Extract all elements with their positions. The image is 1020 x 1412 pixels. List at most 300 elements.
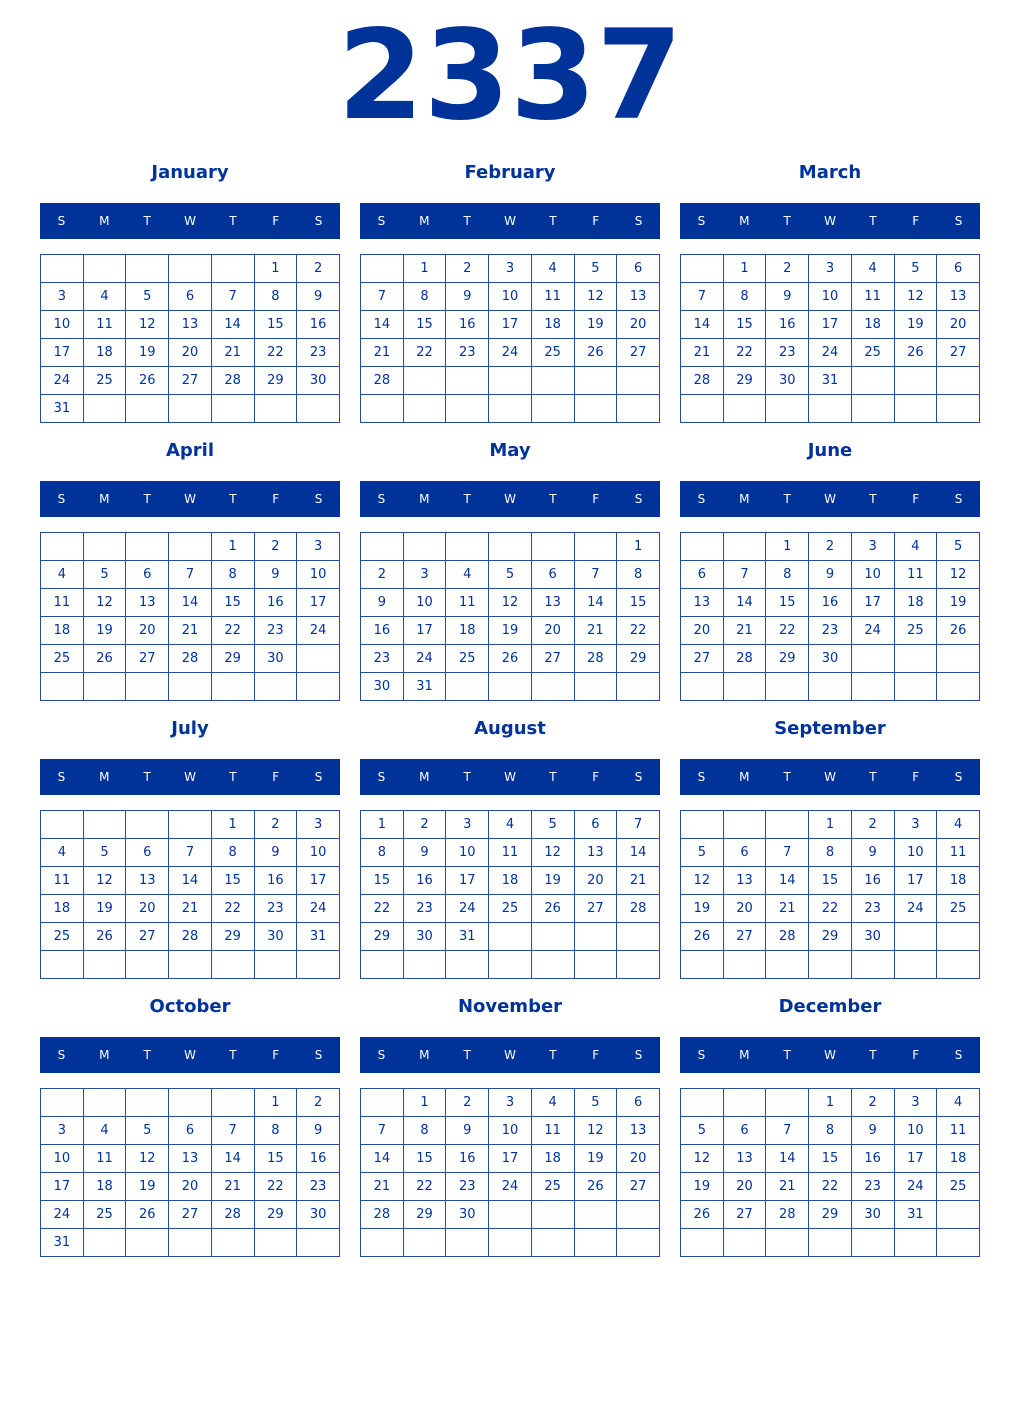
weekday-label: T	[229, 214, 237, 228]
day-cell: 27	[681, 645, 724, 673]
day-cell	[894, 951, 937, 979]
weekday-label: T	[229, 492, 237, 506]
day-cell	[489, 533, 532, 561]
day-cell	[169, 395, 212, 423]
day-cell: 13	[126, 867, 169, 895]
weekday-label: S	[697, 770, 706, 784]
day-cell	[361, 951, 404, 979]
day-cell	[531, 533, 574, 561]
month-name: February	[464, 162, 556, 183]
week-row	[361, 311, 660, 339]
day-cell	[403, 951, 446, 979]
day-cell: 18	[446, 617, 489, 645]
day-cell: 28	[169, 645, 212, 673]
day-cell: 26	[126, 1201, 169, 1229]
week-row	[681, 1201, 980, 1229]
day-cell: 13	[531, 589, 574, 617]
day-cell: 8	[617, 561, 660, 589]
day-cell: 27	[126, 923, 169, 951]
day-cell	[531, 1229, 574, 1257]
day-cell: 14	[574, 589, 617, 617]
day-cell: 30	[254, 923, 297, 951]
day-grid	[40, 1088, 340, 1257]
day-cell	[41, 533, 84, 561]
day-cell	[169, 811, 212, 839]
day-cell: 18	[937, 867, 980, 895]
weekday-label: W	[184, 492, 196, 506]
day-cell: 18	[41, 895, 84, 923]
day-cell	[83, 951, 126, 979]
weekday-label: M	[739, 214, 750, 228]
day-cell: 18	[531, 1145, 574, 1173]
day-cell: 22	[766, 617, 809, 645]
day-cell	[531, 367, 574, 395]
day-cell: 16	[766, 311, 809, 339]
day-cell: 1	[809, 811, 852, 839]
day-cell	[894, 1229, 937, 1257]
day-cell: 28	[211, 1201, 254, 1229]
day-cell: 8	[766, 561, 809, 589]
day-cell: 5	[681, 1117, 724, 1145]
weekday-label: S	[377, 770, 386, 784]
week-row	[41, 367, 340, 395]
day-cell: 8	[723, 283, 766, 311]
weekday-label: T	[463, 1048, 471, 1062]
month-name: November	[457, 996, 563, 1017]
day-cell: 13	[126, 589, 169, 617]
weekday-label: S	[634, 1048, 643, 1062]
day-cell: 1	[211, 533, 254, 561]
day-cell	[446, 673, 489, 701]
weekday-header	[40, 1037, 340, 1073]
week-row	[361, 673, 660, 701]
day-cell	[766, 811, 809, 839]
day-cell: 6	[723, 839, 766, 867]
day-cell: 18	[83, 1173, 126, 1201]
day-cell	[489, 395, 532, 423]
day-cell: 28	[617, 895, 660, 923]
day-cell	[809, 1229, 852, 1257]
day-cell: 25	[41, 645, 84, 673]
weekday-label: F	[592, 492, 600, 506]
day-cell: 6	[681, 561, 724, 589]
day-cell	[489, 367, 532, 395]
day-cell	[211, 255, 254, 283]
day-cell: 20	[169, 1173, 212, 1201]
day-cell: 6	[937, 255, 980, 283]
day-grid	[680, 532, 980, 701]
day-cell	[723, 951, 766, 979]
day-cell	[446, 395, 489, 423]
day-cell: 13	[681, 589, 724, 617]
day-cell	[169, 255, 212, 283]
day-cell: 13	[169, 311, 212, 339]
day-cell: 2	[361, 561, 404, 589]
day-cell: 30	[297, 1201, 340, 1229]
day-cell: 12	[489, 589, 532, 617]
week-row	[681, 1173, 980, 1201]
day-cell	[446, 1229, 489, 1257]
week-row	[41, 533, 340, 561]
weekday-label: M	[99, 492, 110, 506]
day-cell: 18	[83, 339, 126, 367]
day-cell: 22	[361, 895, 404, 923]
weekday-label: T	[143, 770, 151, 784]
day-cell: 14	[766, 867, 809, 895]
day-cell: 19	[489, 617, 532, 645]
day-cell: 29	[254, 367, 297, 395]
weekday-label: S	[954, 1048, 963, 1062]
day-cell: 11	[41, 589, 84, 617]
week-row	[361, 589, 660, 617]
weekday-label: T	[869, 492, 877, 506]
weekday-label: F	[912, 770, 920, 784]
day-cell: 27	[723, 923, 766, 951]
day-cell	[723, 395, 766, 423]
weekday-label: W	[824, 770, 836, 784]
week-row	[681, 951, 980, 979]
day-cell: 2	[254, 533, 297, 561]
day-cell: 16	[297, 1145, 340, 1173]
day-cell: 28	[169, 923, 212, 951]
day-cell: 29	[766, 645, 809, 673]
day-cell	[937, 1201, 980, 1229]
day-cell: 26	[531, 895, 574, 923]
day-cell: 11	[41, 867, 84, 895]
day-cell: 22	[403, 1173, 446, 1201]
day-cell	[297, 645, 340, 673]
day-cell: 23	[361, 645, 404, 673]
week-row	[361, 1145, 660, 1173]
day-cell: 19	[681, 895, 724, 923]
weekday-label: S	[57, 770, 66, 784]
day-cell: 22	[254, 339, 297, 367]
day-cell: 16	[851, 867, 894, 895]
day-cell	[403, 1229, 446, 1257]
day-cell: 30	[254, 645, 297, 673]
day-cell: 1	[403, 255, 446, 283]
day-cell: 6	[169, 1117, 212, 1145]
day-cell: 3	[894, 1089, 937, 1117]
day-cell: 15	[403, 311, 446, 339]
day-cell: 19	[83, 895, 126, 923]
week-row	[41, 951, 340, 979]
day-cell	[851, 645, 894, 673]
day-cell	[766, 951, 809, 979]
day-cell: 22	[211, 895, 254, 923]
day-cell: 25	[851, 339, 894, 367]
day-cell	[126, 1089, 169, 1117]
day-cell: 2	[809, 533, 852, 561]
day-cell: 24	[297, 895, 340, 923]
day-cell: 4	[83, 1117, 126, 1145]
day-cell: 21	[766, 1173, 809, 1201]
day-cell: 11	[937, 839, 980, 867]
day-cell: 19	[126, 1173, 169, 1201]
day-cell	[894, 923, 937, 951]
day-cell	[617, 395, 660, 423]
week-row	[681, 339, 980, 367]
weekday-label: F	[592, 1048, 600, 1062]
day-cell: 4	[937, 1089, 980, 1117]
day-cell: 8	[254, 1117, 297, 1145]
day-cell: 23	[254, 617, 297, 645]
day-cell: 25	[937, 895, 980, 923]
day-cell	[254, 1229, 297, 1257]
day-cell: 28	[361, 1201, 404, 1229]
day-cell	[211, 1089, 254, 1117]
weekday-label: T	[463, 492, 471, 506]
week-row	[361, 1089, 660, 1117]
day-cell: 9	[297, 283, 340, 311]
day-cell: 17	[894, 1145, 937, 1173]
weekday-label: S	[697, 214, 706, 228]
day-cell: 11	[489, 839, 532, 867]
day-cell: 17	[297, 589, 340, 617]
day-cell: 7	[211, 283, 254, 311]
month-name: June	[807, 440, 853, 461]
month-name: December	[778, 996, 882, 1017]
day-cell: 3	[41, 283, 84, 311]
day-cell: 21	[169, 895, 212, 923]
day-cell: 16	[297, 311, 340, 339]
day-cell: 29	[617, 645, 660, 673]
day-cell: 17	[894, 867, 937, 895]
day-cell	[894, 645, 937, 673]
day-cell: 22	[617, 617, 660, 645]
day-cell: 20	[531, 617, 574, 645]
day-cell: 2	[446, 1089, 489, 1117]
day-cell	[681, 395, 724, 423]
day-cell: 14	[723, 589, 766, 617]
week-row	[41, 895, 340, 923]
weekday-label: T	[549, 492, 557, 506]
day-cell: 11	[83, 311, 126, 339]
month-name: March	[798, 162, 862, 183]
day-cell: 29	[211, 645, 254, 673]
day-cell: 24	[894, 1173, 937, 1201]
weekday-label: S	[634, 770, 643, 784]
month-name: April	[165, 440, 215, 461]
day-cell	[574, 1229, 617, 1257]
day-cell	[723, 1089, 766, 1117]
day-cell: 17	[403, 617, 446, 645]
day-cell: 27	[937, 339, 980, 367]
weekday-label: W	[184, 214, 196, 228]
weekday-header	[680, 759, 980, 795]
day-cell: 9	[403, 839, 446, 867]
day-cell	[681, 255, 724, 283]
weekday-label: M	[419, 1048, 430, 1062]
weekday-header	[40, 203, 340, 239]
day-cell: 17	[41, 1173, 84, 1201]
weekday-label: T	[783, 492, 791, 506]
week-row	[41, 1089, 340, 1117]
day-cell: 24	[489, 1173, 532, 1201]
weekday-label: T	[869, 214, 877, 228]
day-cell: 9	[851, 1117, 894, 1145]
weekday-label: W	[824, 1048, 836, 1062]
week-row	[41, 867, 340, 895]
day-cell: 15	[254, 311, 297, 339]
week-row	[41, 589, 340, 617]
weekday-label: W	[504, 770, 516, 784]
day-cell: 14	[617, 839, 660, 867]
day-cell: 12	[83, 867, 126, 895]
day-cell: 2	[766, 255, 809, 283]
day-cell	[126, 951, 169, 979]
day-cell: 4	[851, 255, 894, 283]
week-row	[681, 673, 980, 701]
day-cell: 21	[681, 339, 724, 367]
day-cell: 11	[531, 283, 574, 311]
day-cell	[126, 395, 169, 423]
day-cell: 2	[851, 811, 894, 839]
day-cell: 6	[723, 1117, 766, 1145]
week-row	[41, 1173, 340, 1201]
weekday-label: F	[272, 492, 280, 506]
day-cell	[83, 1229, 126, 1257]
week-row	[681, 283, 980, 311]
week-row	[681, 617, 980, 645]
day-cell: 5	[894, 255, 937, 283]
day-cell: 16	[809, 589, 852, 617]
week-row	[361, 367, 660, 395]
day-cell	[41, 255, 84, 283]
day-cell: 30	[809, 645, 852, 673]
day-cell	[254, 673, 297, 701]
month-name: September	[774, 718, 886, 739]
day-cell: 8	[211, 839, 254, 867]
day-cell: 7	[169, 561, 212, 589]
week-row	[361, 1173, 660, 1201]
day-cell: 11	[446, 589, 489, 617]
day-cell: 4	[531, 255, 574, 283]
weekday-label: F	[272, 214, 280, 228]
day-cell: 29	[809, 923, 852, 951]
day-cell	[766, 673, 809, 701]
day-cell: 27	[723, 1201, 766, 1229]
day-cell: 22	[403, 339, 446, 367]
day-cell: 15	[403, 1145, 446, 1173]
day-cell: 19	[83, 617, 126, 645]
day-cell: 20	[723, 895, 766, 923]
weekday-label: S	[57, 492, 66, 506]
weekday-label: M	[739, 492, 750, 506]
month-name: January	[151, 162, 229, 183]
day-grid	[680, 1088, 980, 1257]
day-cell: 28	[681, 367, 724, 395]
day-cell: 1	[723, 255, 766, 283]
day-cell: 19	[681, 1173, 724, 1201]
weekday-header	[40, 481, 340, 517]
day-cell	[851, 951, 894, 979]
day-cell: 16	[254, 589, 297, 617]
day-cell: 6	[617, 255, 660, 283]
day-cell: 1	[809, 1089, 852, 1117]
day-cell	[937, 645, 980, 673]
day-cell: 25	[83, 1201, 126, 1229]
week-row	[41, 255, 340, 283]
day-cell: 19	[574, 1145, 617, 1173]
day-cell: 5	[83, 561, 126, 589]
weekday-label: S	[377, 1048, 386, 1062]
week-row	[41, 617, 340, 645]
day-cell	[169, 1089, 212, 1117]
day-cell: 9	[809, 561, 852, 589]
week-row	[41, 561, 340, 589]
day-cell	[894, 395, 937, 423]
weekday-label: T	[549, 214, 557, 228]
day-cell: 3	[297, 533, 340, 561]
day-cell: 29	[211, 923, 254, 951]
day-cell: 31	[41, 395, 84, 423]
day-cell: 10	[446, 839, 489, 867]
weekday-label: S	[697, 492, 706, 506]
day-cell	[723, 1229, 766, 1257]
day-cell: 26	[574, 1173, 617, 1201]
day-cell: 25	[937, 1173, 980, 1201]
year-title: 2337	[337, 4, 683, 148]
day-grid	[40, 810, 340, 979]
day-cell: 13	[169, 1145, 212, 1173]
day-cell: 8	[403, 1117, 446, 1145]
day-cell: 12	[681, 1145, 724, 1173]
day-cell	[574, 923, 617, 951]
day-cell	[41, 1089, 84, 1117]
day-cell	[809, 395, 852, 423]
day-cell: 7	[211, 1117, 254, 1145]
day-cell: 21	[169, 617, 212, 645]
week-row	[361, 339, 660, 367]
day-cell: 14	[766, 1145, 809, 1173]
weekday-label: F	[912, 214, 920, 228]
day-cell: 9	[446, 1117, 489, 1145]
weekday-label: S	[954, 492, 963, 506]
day-cell	[681, 1089, 724, 1117]
day-cell: 1	[617, 533, 660, 561]
day-cell: 3	[297, 811, 340, 839]
weekday-header	[680, 1037, 980, 1073]
day-cell: 1	[766, 533, 809, 561]
week-row	[361, 895, 660, 923]
day-cell: 1	[254, 255, 297, 283]
day-cell: 8	[809, 1117, 852, 1145]
weekday-header	[40, 759, 340, 795]
week-row	[41, 1117, 340, 1145]
weekday-label: M	[99, 1048, 110, 1062]
day-cell: 27	[169, 1201, 212, 1229]
day-cell: 8	[809, 839, 852, 867]
day-cell: 4	[41, 839, 84, 867]
day-cell: 19	[531, 867, 574, 895]
weekday-label: T	[143, 492, 151, 506]
day-cell: 21	[766, 895, 809, 923]
week-row	[361, 1201, 660, 1229]
day-cell: 6	[531, 561, 574, 589]
day-cell: 1	[361, 811, 404, 839]
day-cell: 20	[126, 895, 169, 923]
day-cell	[83, 811, 126, 839]
day-cell: 16	[851, 1145, 894, 1173]
day-cell: 18	[894, 589, 937, 617]
day-cell: 23	[446, 339, 489, 367]
day-cell	[723, 533, 766, 561]
day-cell	[361, 395, 404, 423]
day-cell	[446, 951, 489, 979]
day-cell: 23	[851, 895, 894, 923]
day-cell: 24	[851, 617, 894, 645]
